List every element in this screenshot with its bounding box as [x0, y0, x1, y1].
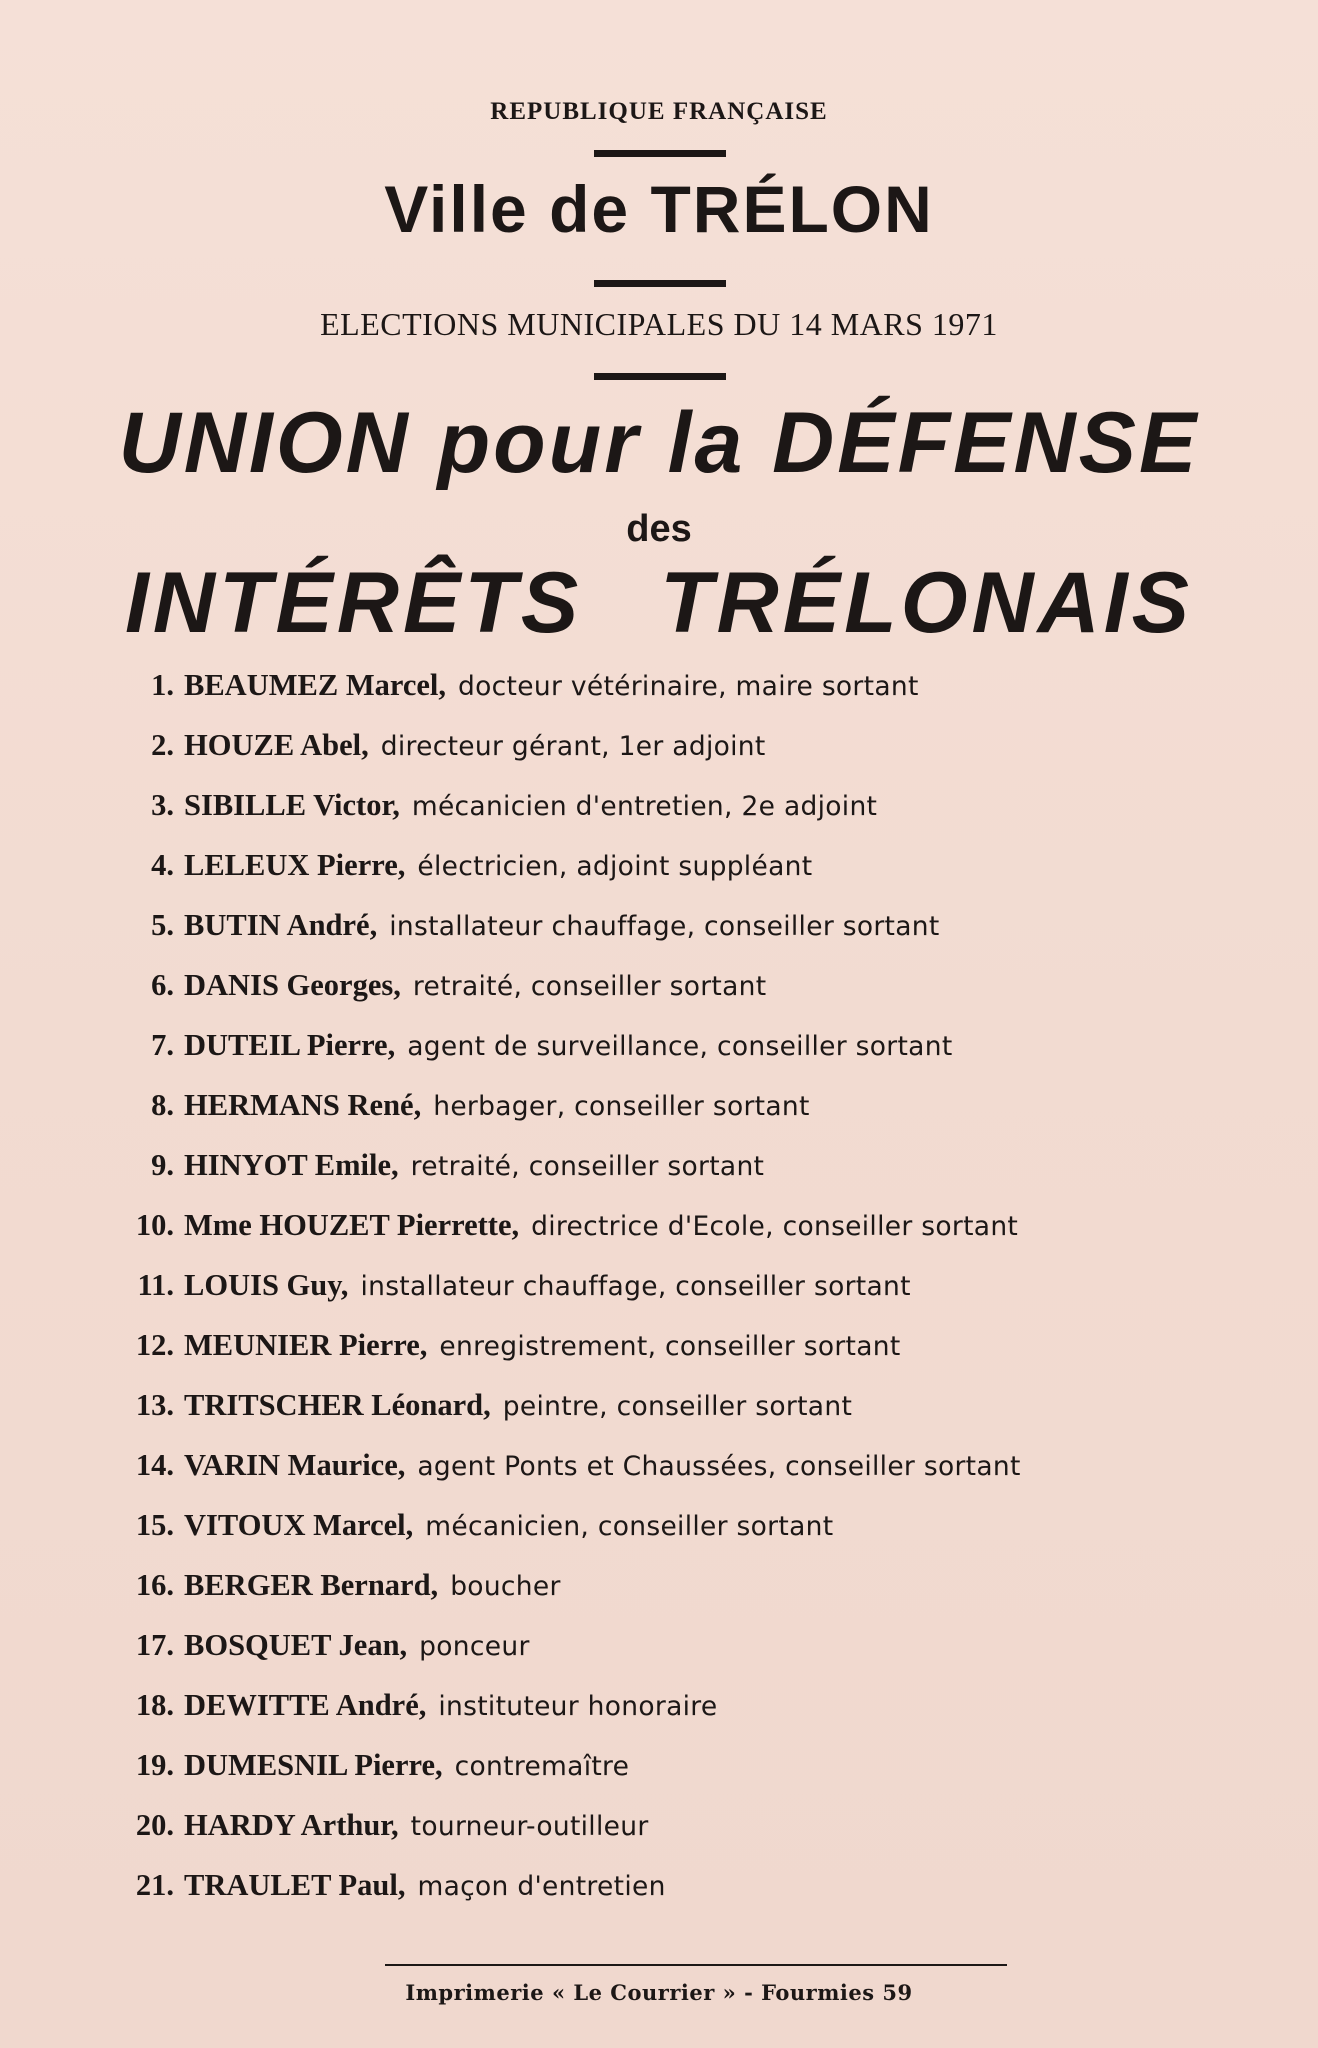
- candidate-number: 5.: [151, 908, 174, 942]
- candidate-profession: maçon d'entretien: [417, 1871, 666, 1902]
- list-title-line2: des: [626, 508, 692, 550]
- candidate-name: HARDY Arthur,: [184, 1808, 399, 1842]
- candidate-name: VITOUX Marcel,: [184, 1508, 414, 1542]
- candidate-number: 17.: [135, 1628, 174, 1662]
- candidate-number: 19.: [135, 1748, 174, 1782]
- candidate-profession: peintre, conseiller sortant: [502, 1391, 853, 1422]
- candidate-row: [128, 908, 1298, 968]
- candidate-row: [128, 1448, 1298, 1508]
- candidate-profession: contremaître: [454, 1751, 630, 1782]
- candidate-row: [128, 1388, 1298, 1448]
- candidate-row: [128, 1508, 1298, 1568]
- candidate-name: DANIS Georges,: [184, 968, 401, 1002]
- elections-subtitle: ELECTIONS MUNICIPALES DU 14 MARS 1971: [320, 306, 998, 342]
- divider-rule: [594, 150, 726, 157]
- candidate-row: [128, 1148, 1298, 1208]
- city-title: Ville de TRÉLON: [384, 172, 934, 246]
- candidate-name: BUTIN André,: [184, 908, 378, 942]
- candidate-name: TRAULET Paul,: [184, 1868, 406, 1902]
- candidate-number: 21.: [135, 1868, 174, 1902]
- candidate-list: [128, 668, 1298, 1928]
- candidate-row: [128, 1088, 1298, 1148]
- candidate-profession: mécanicien d'entretien, 2e adjoint: [411, 791, 878, 822]
- candidate-number: 1.: [151, 668, 174, 702]
- candidate-name: HINYOT Emile,: [184, 1148, 399, 1182]
- candidate-number: 16.: [135, 1568, 174, 1602]
- list-title-line1: UNION pour la DÉFENSE: [118, 395, 1200, 491]
- candidate-profession: directeur gérant, 1er adjoint: [380, 731, 766, 762]
- candidate-row: [128, 848, 1298, 908]
- candidate-name: BEAUMEZ Marcel,: [184, 668, 447, 702]
- candidate-number: 7.: [151, 1028, 174, 1062]
- footer-divider: [385, 1964, 1007, 1966]
- candidate-profession: retraité, conseiller sortant: [412, 971, 767, 1002]
- candidate-name: BOSQUET Jean,: [184, 1628, 408, 1662]
- candidate-row: [128, 728, 1298, 788]
- candidate-number: 10.: [135, 1208, 174, 1242]
- candidate-number: 6.: [151, 968, 174, 1002]
- candidate-row: [128, 1628, 1298, 1688]
- candidate-row: [128, 1568, 1298, 1628]
- candidate-profession: enregistrement, conseiller sortant: [439, 1331, 901, 1362]
- candidate-number: 11.: [137, 1268, 174, 1302]
- candidate-number: 12.: [135, 1328, 174, 1362]
- candidate-profession: boucher: [450, 1571, 561, 1602]
- printer-credit: Imprimerie « Le Courrier » - Fourmies 59: [405, 1980, 913, 2005]
- candidate-row: [128, 968, 1298, 1028]
- candidate-profession: herbager, conseiller sortant: [433, 1091, 810, 1122]
- candidate-profession: installateur chauffage, conseiller sortant: [360, 1271, 911, 1302]
- candidate-name: Mme HOUZET Pierrette,: [184, 1208, 520, 1242]
- candidate-number: 4.: [151, 848, 174, 882]
- candidate-profession: électricien, adjoint suppléant: [417, 851, 813, 882]
- candidate-name: DEWITTE André,: [184, 1688, 427, 1722]
- candidate-number: 20.: [135, 1808, 174, 1842]
- candidate-name: VARIN Maurice,: [184, 1448, 406, 1482]
- candidate-number: 9.: [151, 1148, 174, 1182]
- candidate-row: [128, 1808, 1298, 1868]
- candidate-row: [128, 1268, 1298, 1328]
- candidate-profession: installateur chauffage, conseiller sortant: [389, 911, 940, 942]
- divider-rule: [594, 373, 726, 380]
- divider-rule: [594, 280, 726, 287]
- candidate-number: 18.: [135, 1688, 174, 1722]
- candidate-profession: mécanicien, conseiller sortant: [425, 1511, 834, 1542]
- republic-heading: REPUBLIQUE FRANÇAISE: [490, 98, 828, 125]
- candidate-profession: retraité, conseiller sortant: [410, 1151, 765, 1182]
- candidate-row: [128, 1868, 1298, 1928]
- candidate-profession: tourneur-outilleur: [410, 1811, 649, 1842]
- candidate-name: DUTEIL Pierre,: [184, 1028, 396, 1062]
- candidate-row: [128, 1028, 1298, 1088]
- candidate-number: 2.: [151, 728, 174, 762]
- candidate-name: HOUZE Abel,: [184, 728, 369, 762]
- candidate-name: HERMANS René,: [184, 1088, 422, 1122]
- candidate-number: 13.: [135, 1388, 174, 1422]
- candidate-row: [128, 1328, 1298, 1388]
- list-title-line3: INTÉRÊTS TRÉLONAIS: [124, 555, 1194, 651]
- candidate-profession: docteur vétérinaire, maire sortant: [458, 671, 919, 702]
- candidate-number: 15.: [135, 1508, 174, 1542]
- candidate-profession: directrice d'Ecole, conseiller sortant: [531, 1211, 1019, 1242]
- candidate-row: [128, 668, 1298, 728]
- candidate-row: [128, 1208, 1298, 1268]
- candidate-name: MEUNIER Pierre,: [184, 1328, 428, 1362]
- candidate-name: TRITSCHER Léonard,: [184, 1388, 491, 1422]
- candidate-row: [128, 1748, 1298, 1808]
- candidate-number: 14.: [135, 1448, 174, 1482]
- candidate-profession: agent de surveillance, conseiller sortant: [407, 1031, 953, 1062]
- candidate-name: DUMESNIL Pierre,: [184, 1748, 443, 1782]
- candidate-name: BERGER Bernard,: [184, 1568, 439, 1602]
- candidate-profession: instituteur honoraire: [438, 1691, 718, 1722]
- candidate-profession: ponceur: [419, 1631, 530, 1662]
- candidate-row: [128, 788, 1298, 848]
- candidate-name: SIBILLE Victor,: [184, 788, 400, 822]
- candidate-number: 8.: [151, 1088, 174, 1122]
- candidate-name: LOUIS Guy,: [184, 1268, 349, 1302]
- candidate-profession: agent Ponts et Chaussées, conseiller sortant: [417, 1451, 1021, 1482]
- candidate-name: LELEUX Pierre,: [184, 848, 406, 882]
- candidate-row: [128, 1688, 1298, 1748]
- candidate-number: 3.: [151, 788, 174, 822]
